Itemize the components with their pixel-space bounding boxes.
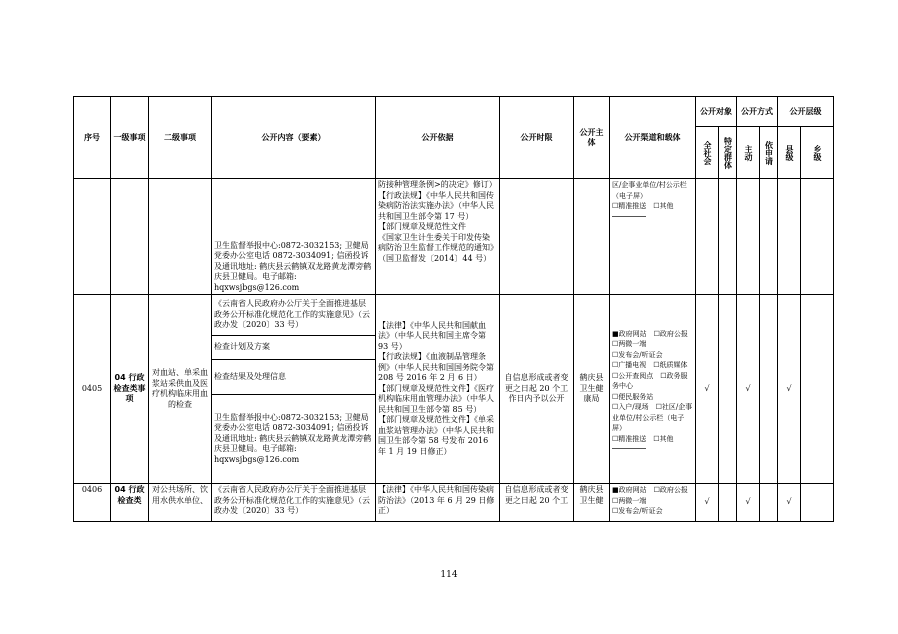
header-content: 公开内容（要素） [212, 97, 376, 179]
cell-subject-0406: 鹤庆县卫生健 [574, 484, 610, 522]
header-subject: 公开主体 [574, 97, 610, 179]
header-time-limit: 公开时限 [500, 97, 574, 179]
cell-level2-0405: 对血站、单采血浆站采供血及医疗机构临床用血的检查 [149, 295, 212, 484]
header-tier-town: 乡级 [801, 127, 834, 179]
check-target-all-0406: √ [696, 484, 719, 522]
cell-content-0406: 《云南省人民政府办公厅关于全面推进基层政务公开标准化规范化工作的实施意见》（云政办发〔2020〕33 号） [212, 484, 376, 522]
header-method-active: 主动 [737, 127, 760, 179]
cell-seq-0406: 0406 [74, 484, 111, 522]
check-tier-county-0406: √ [778, 484, 801, 522]
check-target-all-0405: √ [696, 295, 719, 484]
cell-channel-0405: ■政府网站 ☐政府公报 ☐两微一端 ☐发布会/听证会 ☐广播电视 ☐纸质媒体 ☐公开查阅点 ☐政务服务中心 ☐便民服务站 ☐入户/现场 ☐社区/企事业单位/村公示栏（电子屏） ☐精准推送 ☐其他 [610, 295, 696, 484]
cell-basis-0405: 【法律】《中华人民共和国献血法》（中华人民共和国主席令第 93 号） 【行政法规】《血液制品管理条例》（中华人民共和国国务院令第 208 号 2016 年 2 月 6 日） 【部门规章及规范性文件】《医疗机构临床用血管理办法》（中华人民共和国卫生部令第 85 号） 【部门规章及规范性文件】《单采血浆站管理办法》（中华人民共和国卫生部令第 58 号发布 2016 年 1 月 19 日修正） [376, 295, 500, 484]
cell-content-cont: 卫生监督举报中心:0872-3032153; 卫健局党委办公室电话 0872-3034091; 信函投诉及通讯地址: 鹤庆县云鹤镇双龙路黄龙潭旁鹤庆县卫健局。电子邮箱: hqxwsjbgs@126.com [212, 179, 376, 295]
header-target-all: 全社会 [696, 127, 719, 179]
cell-content-0405-2: 检查计划及方案 [212, 336, 376, 360]
cell-level1-0405: 04 行政检查类事项 [111, 295, 149, 484]
cell-time-0406: 自信息形成或者变更之日起 20 个工 [500, 484, 574, 522]
header-basis: 公开依据 [376, 97, 500, 179]
check-tier-county-0405: √ [778, 295, 801, 484]
table-row-0406 [74, 484, 834, 522]
header-method: 公开方式 [737, 97, 778, 127]
header-level1: 一级事项 [111, 97, 149, 179]
page-number: 114 [440, 570, 458, 580]
cell-content-0405-3: 检查结果及处理信息 [212, 360, 376, 395]
cell-basis-cont: 防接种管理条例>的决定》修订） 【行政法规】《中华人民共和国传染病防治法实施办法》（中华人民共和国卫生部令第 17 号） 【部门规章及规范性文件 《国家卫生计生委关于印发传染病防治卫生监督工作规范的通知》（国卫监督发〔2014〕44 号） [376, 179, 500, 295]
cell-channel-0406: ■政府网站 ☐政府公报 ☐两微一端 ☐发布会/听证会 [610, 484, 696, 522]
cell-basis-0406: 【法律】《中华人民共和国传染病防治法》（2013 年 6 月 29 日修正） [376, 484, 500, 522]
cell-subject-0405: 鹤庆县卫生健康局 [574, 295, 610, 484]
cell-content-0405-1: 《云南省人民政府办公厅关于全面推进基层政务公开标准化规范化工作的实施意见》（云政办发〔2020〕33 号） [212, 295, 376, 336]
table-row-continued [74, 179, 834, 295]
header-method-apply: 依申请 [760, 127, 778, 179]
cell-channel-cont: 区/企事业单位/村公示栏（电子屏） ☐精准推送 ☐其他 [610, 179, 696, 295]
header-tier-county: 县级 [778, 127, 801, 179]
header-seq: 序号 [74, 97, 111, 179]
cell-level1-0406: 04 行政检查类 [111, 484, 149, 522]
cell-time-0405: 自信息形成或者变更之日起 20 个工作日内予以公开 [500, 295, 574, 484]
header-row-1 [74, 97, 834, 127]
header-target: 公开对象 [696, 97, 737, 127]
cell-content-0405-4: 卫生监督举报中心:0872-3032153; 卫健局党委办公室电话 0872-3034091; 信函投诉及通讯地址: 鹤庆县云鹤镇双龙路黄龙潭旁鹤庆县卫健局。电子邮箱: hqxwsjbgs@126.com [212, 395, 376, 484]
disclosure-table [73, 96, 834, 522]
cell-level2-0406: 对公共场所、饮用水供水单位、 [149, 484, 212, 522]
check-method-active-0405: √ [737, 295, 760, 484]
header-channel: 公开渠道和载体 [610, 97, 696, 179]
header-tier: 公开层级 [778, 97, 834, 127]
table-row-0405 [74, 295, 834, 336]
check-method-active-0406: √ [737, 484, 760, 522]
header-target-specific: 特定群体 [719, 127, 737, 179]
cell-seq-0405: 0405 [74, 295, 111, 484]
header-level2: 二级事项 [149, 97, 212, 179]
